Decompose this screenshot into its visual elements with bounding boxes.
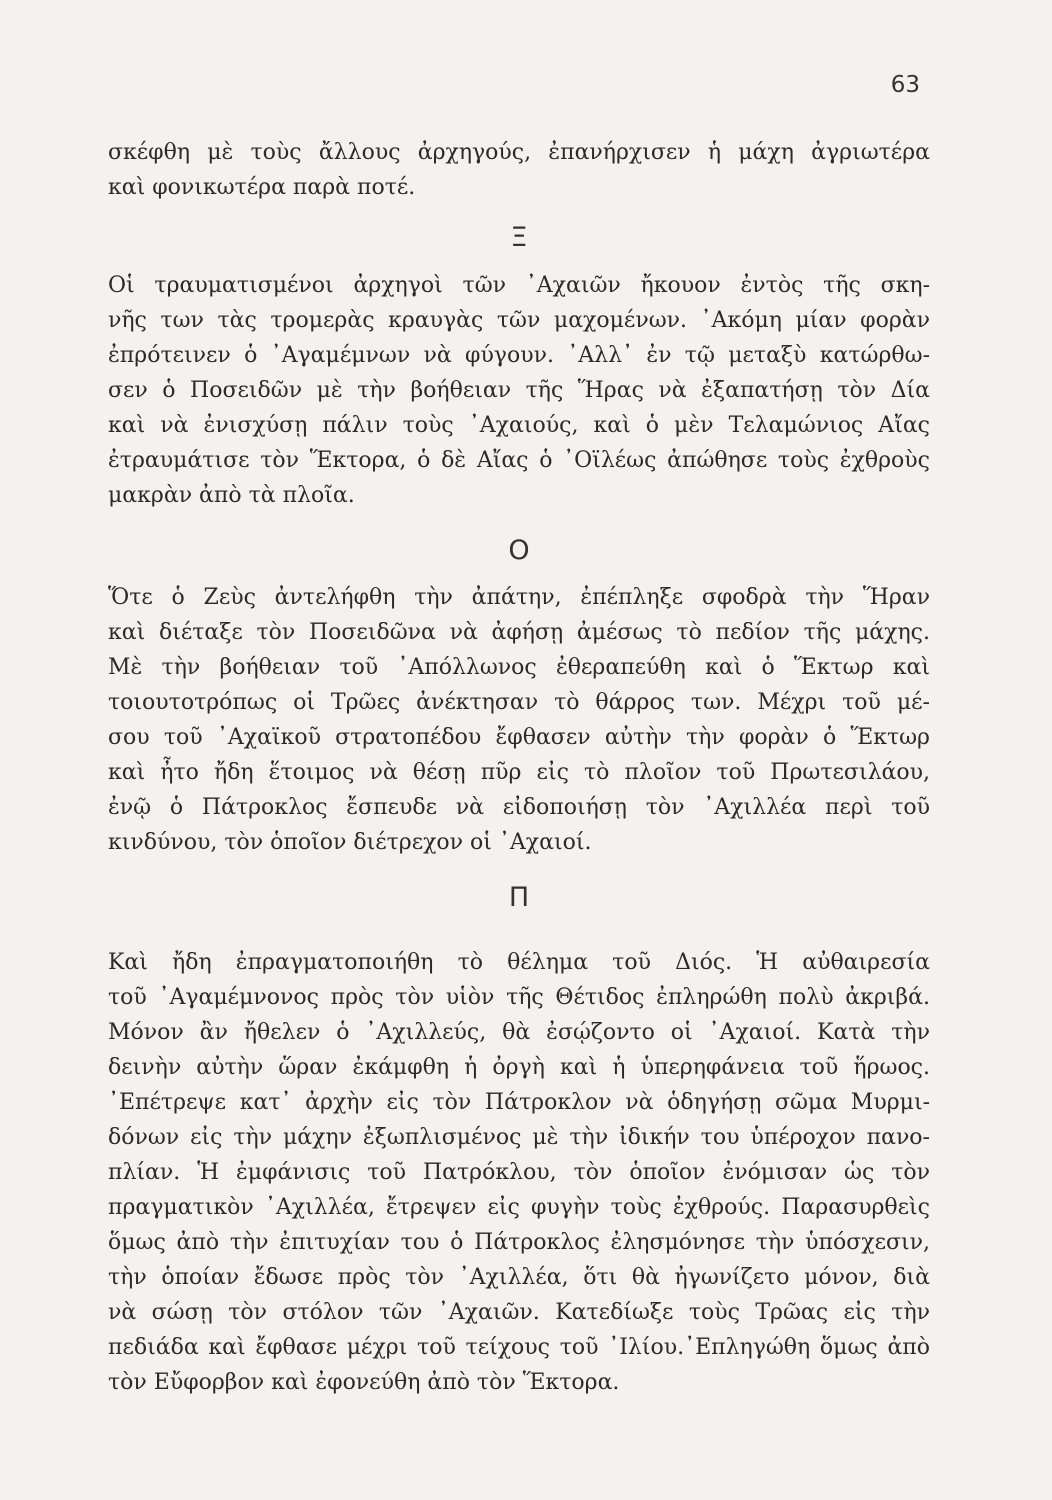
text-line: σου τοῦ ᾿Αχαϊκοῦ στρατοπέδου ἔφθασεν αὐτὴν τὴν φορὰν ὁ Ἕκτωρ bbox=[108, 725, 930, 750]
text-line: τοῦ ᾿Αγαμέμνονος πρὸς τὸν υἱὸν τῆς Θέτιδος ἐπληρώθη πολὺ ἀκριβά. bbox=[108, 985, 930, 1010]
text-line: καὶ ἦτο ἤδη ἕτοιμος νὰ θέσῃ πῦρ εἰς τὸ πλοῖον τοῦ Πρωτεσιλάου, bbox=[108, 760, 930, 785]
text-line: δόνων εἰς τὴν μάχην ἐξωπλισμένος μὲ τὴν ἰδικήν του ὑπέροχον πανο- bbox=[108, 1125, 930, 1150]
text-line: μακρὰν ἀπὸ τὰ πλοῖα. bbox=[108, 483, 355, 508]
section-xi-paragraph bbox=[108, 268, 930, 513]
text-line: πραγματικὸν ᾿Αχιλλέα, ἔτρεψεν εἰς φυγὴν τοὺς ἐχθρούς. Παρασυρθεὶς bbox=[108, 1195, 930, 1220]
text-line: ὅμως ἀπὸ τὴν ἐπιτυχίαν του ὁ Πάτροκλος ἐλησμόνησε τὴν ὑπόσχεσιν, bbox=[108, 1230, 930, 1255]
intro-paragraph bbox=[108, 135, 930, 205]
text-line: κινδύνου, τὸν ὁποῖον διέτρεχον οἱ ᾿Αχαιοί. bbox=[108, 830, 592, 855]
text-line: καὶ νὰ ἐνισχύσῃ πάλιν τοὺς ᾿Αχαιούς, καὶ ὁ μὲν Τελαμώνιος Αἴας bbox=[108, 413, 930, 438]
page-number: 63 bbox=[890, 72, 920, 98]
text-line: τὸν Εὔφορβον καὶ ἐφονεύθη ἀπὸ τὸν Ἕκτορα. bbox=[108, 1370, 620, 1395]
text-line: σκέφθη μὲ τοὺς ἄλλους ἀρχηγούς, ἐπανήρχισεν ἡ μάχη ἀγριωτέρα bbox=[108, 140, 930, 165]
text-line: Μόνον ἂν ἤθελεν ὁ ᾿Αχιλλεύς, θὰ ἐσῴζοντο οἱ ᾿Αχαιοί. Κατὰ τὴν bbox=[108, 1020, 930, 1045]
text-line: νῆς των τὰς τρομερὰς κραυγὰς τῶν μαχομένων. ᾿Ακόμη μίαν φορὰν bbox=[108, 308, 930, 333]
text-line: τὴν ὁποίαν ἔδωσε πρὸς τὸν ᾿Αχιλλέα, ὅτι θὰ ἠγωνίζετο μόνον, διὰ bbox=[108, 1265, 930, 1290]
text-line: ἐπρότεινεν ὁ ᾿Αγαμέμνων νὰ φύγουν. ᾿Αλλ᾿ ἐν τῷ μεταξὺ κατώρθω- bbox=[108, 343, 930, 368]
text-line: καὶ φονικωτέρα παρὰ ποτέ. bbox=[108, 175, 416, 200]
text-line: Καὶ ἤδη ἐπραγματοποιήθη τὸ θέλημα τοῦ Διός. Ἡ αὐθαιρεσία bbox=[108, 950, 930, 975]
text-line: Ὅτε ὁ Ζεὺς ἀντελήφθη τὴν ἀπάτην, ἐπέπληξε σφοδρὰ τὴν Ἥραν bbox=[108, 585, 930, 610]
text-line: νὰ σώσῃ τὸν στόλον τῶν ᾿Αχαιῶν. Κατεδίωξε τοὺς Τρῶας εἰς τὴν bbox=[108, 1300, 930, 1325]
text-line: σεν ὁ Ποσειδῶν μὲ τὴν βοήθειαν τῆς Ἥρας νὰ ἐξαπατήσῃ τὸν Δία bbox=[108, 378, 930, 403]
section-heading-xi: Ξ bbox=[510, 222, 528, 253]
section-omicron-paragraph bbox=[108, 580, 930, 860]
text-line: πεδιάδα καὶ ἔφθασε μέχρι τοῦ τείχους τοῦ ᾿Ιλίου.᾿Επληγώθη ὅμως ἀπὸ bbox=[108, 1335, 930, 1360]
section-heading-omicron: Ο bbox=[508, 535, 530, 566]
text-line: καὶ διέταξε τὸν Ποσειδῶνα νὰ ἀφήσῃ ἀμέσως τὸ πεδίον τῆς μάχης. bbox=[108, 620, 930, 645]
section-pi-paragraph bbox=[108, 945, 930, 1400]
text-line: ᾿Επέτρεψε κατ᾿ ἀρχὴν εἰς τὸν Πάτροκλον νὰ ὁδηγήσῃ σῶμα Μυρμι- bbox=[108, 1090, 930, 1115]
text-line: Μὲ τὴν βοήθειαν τοῦ ᾿Απόλλωνος ἐθεραπεύθη καὶ ὁ Ἕκτωρ καὶ bbox=[108, 655, 930, 680]
text-line: ἐτραυμάτισε τὸν Ἕκτορα, ὁ δὲ Αἴας ὁ ᾿Οϊλέως ἀπώθησε τοὺς ἐχθροὺς bbox=[108, 448, 930, 473]
text-line: Οἱ τραυματισμένοι ἀρχηγοὶ τῶν ᾿Αχαιῶν ἤκουον ἐντὸς τῆς σκη- bbox=[108, 273, 930, 298]
section-heading-pi: Π bbox=[508, 882, 530, 913]
text-line: τοιουτοτρόπως οἱ Τρῶες ἀνέκτησαν τὸ θάρρος των. Μέχρι τοῦ μέ- bbox=[108, 690, 930, 715]
text-line: δεινὴν αὐτὴν ὥραν ἐκάμφθη ἡ ὀργὴ καὶ ἡ ὑπερηφάνεια τοῦ ἥρωος. bbox=[108, 1055, 930, 1080]
text-line: πλίαν. Ἡ ἐμφάνισις τοῦ Πατρόκλου, τὸν ὁποῖον ἐνόμισαν ὡς τὸν bbox=[108, 1160, 930, 1185]
text-line: ἐνῷ ὁ Πάτροκλος ἔσπευδε νὰ εἰδοποιήσῃ τὸν ᾿Αχιλλέα περὶ τοῦ bbox=[108, 795, 930, 820]
